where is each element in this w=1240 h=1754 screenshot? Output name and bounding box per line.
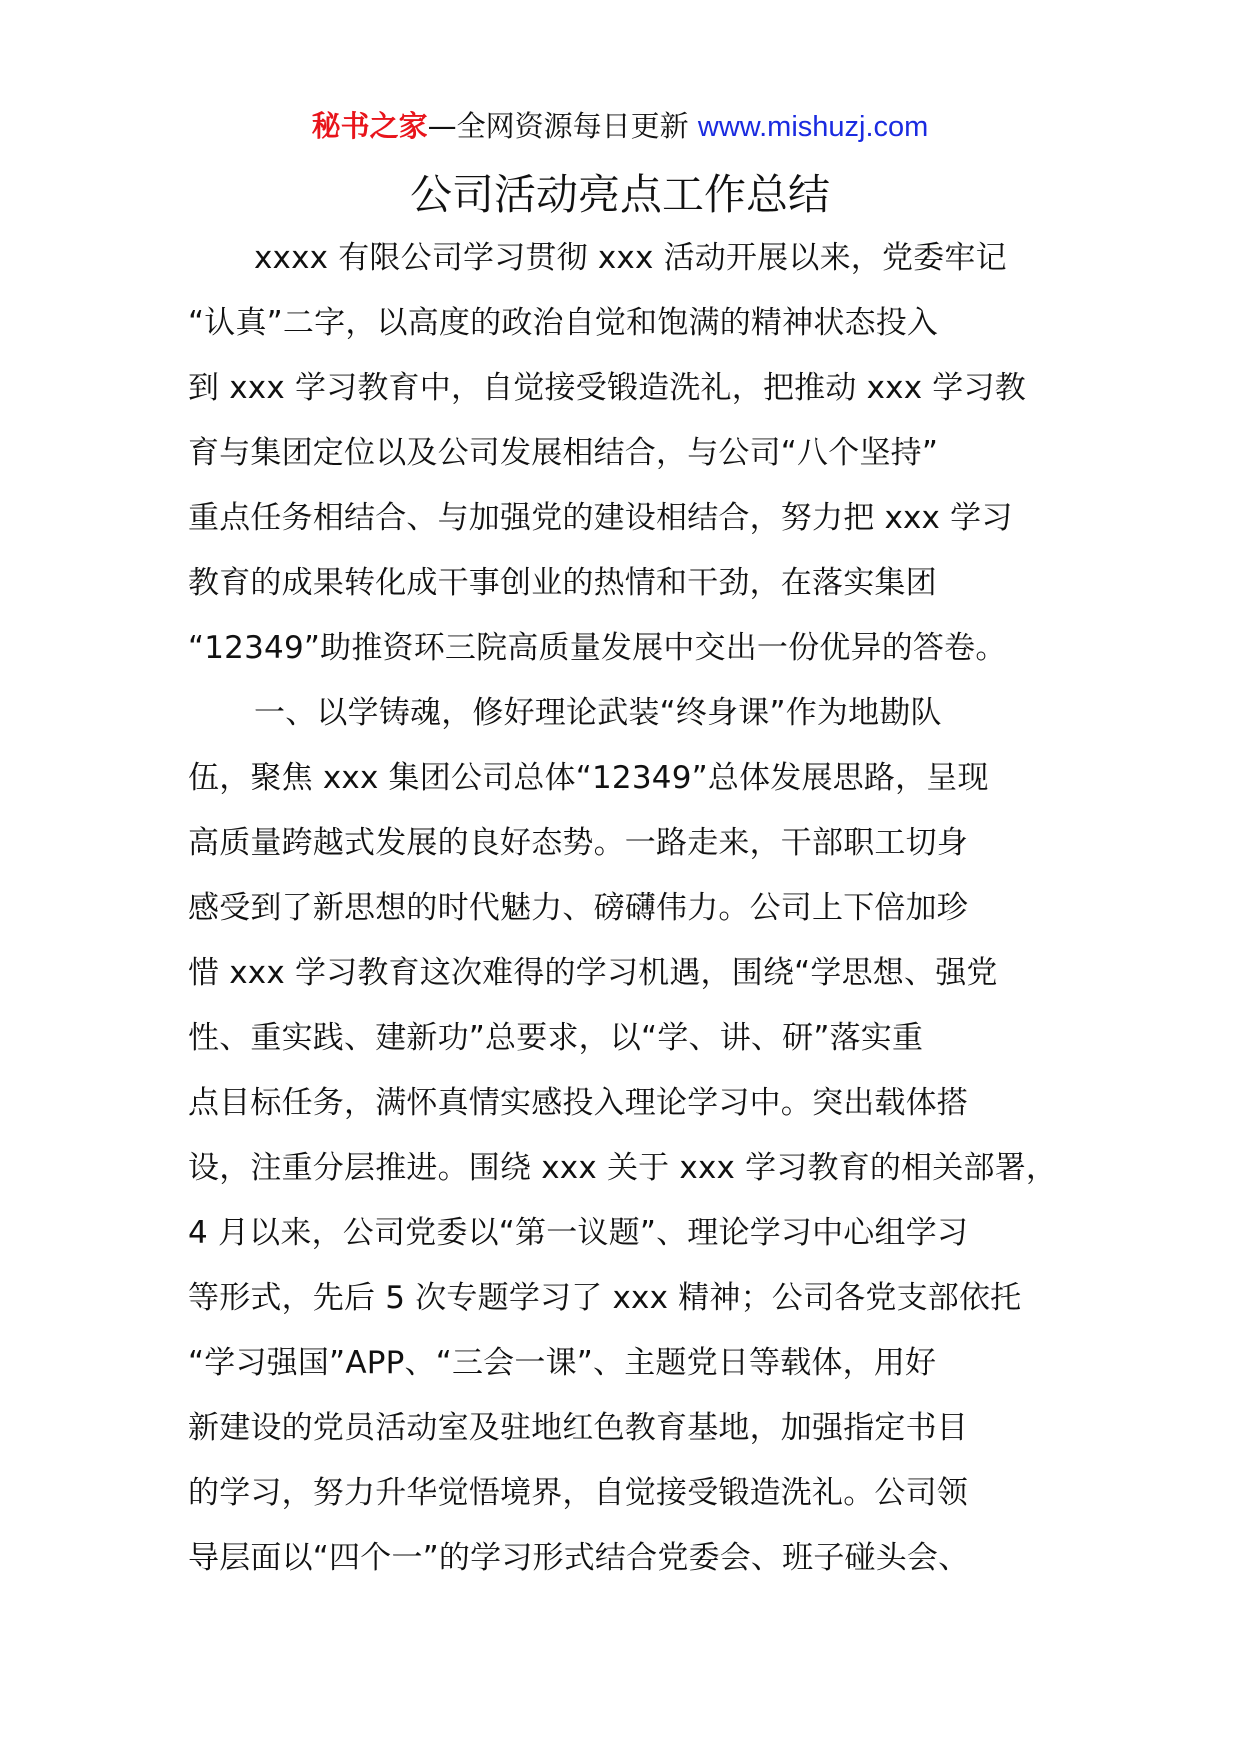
body-line: 新建设的党员活动室及驻地红色教育基地，加强指定书目 xyxy=(188,1410,968,1446)
body-line: 等形式，先后 5 次专题学习了 xxx 精神；公司各党支部依托 xyxy=(188,1280,1022,1316)
body-line: 的学习，努力升华觉悟境界，自觉接受锻造洗礼。公司领 xyxy=(188,1475,968,1511)
body-line: 到 xxx 学习教育中，自觉接受锻造洗礼，把推动 xxx 学习教 xyxy=(188,370,1026,406)
body-line: “学习强国”APP、“三会一课”、主题党日等载体，用好 xyxy=(188,1345,937,1381)
body-line: 重点任务相结合、与加强党的建设相结合，努力把 xxx 学习 xyxy=(188,500,1013,536)
header-tagline: —全网资源每日更新 xyxy=(427,109,698,143)
body-line: 育与集团定位以及公司发展相结合，与公司“八个坚持” xyxy=(188,435,939,471)
body-line: 伍，聚焦 xxx 集团公司总体“12349”总体发展思路，呈现 xyxy=(188,760,989,796)
body-line: 点目标任务，满怀真情实感投入理论学习中。突出载体搭 xyxy=(188,1085,968,1121)
body-line: 4 月以来，公司党委以“第一议题”、理论学习中心组学习 xyxy=(188,1215,969,1251)
body-line: “12349”助推资环三院高质量发展中交出一份优异的答卷。 xyxy=(188,630,1007,666)
body-line: 惜 xxx 学习教育这次难得的学习机遇，围绕“学思想、强党 xyxy=(188,955,998,991)
site-header xyxy=(0,104,1240,149)
site-url-link[interactable]: www.mishuzj.com xyxy=(697,111,929,143)
body-line: 导层面以“四个一”的学习形式结合党委会、班子碰头会、 xyxy=(188,1540,970,1576)
document-body xyxy=(188,226,1068,1591)
body-line: 高质量跨越式发展的良好态势。一路走来，干部职工切身 xyxy=(188,825,968,861)
body-line: xxxx 有限公司学习贯彻 xxx 活动开展以来，党委牢记 xyxy=(254,240,1007,276)
document-title: 公司活动亮点工作总结 xyxy=(409,170,830,219)
body-line: 教育的成果转化成干事创业的热情和干劲，在落实集团 xyxy=(188,565,937,601)
section-heading-line: 一、以学铸魂，修好理论武装“终身课”作为地勘队 xyxy=(254,695,942,731)
body-line: 感受到了新思想的时代魅力、磅礴伟力。公司上下倍加珍 xyxy=(188,890,968,926)
brand-name: 秘书之家 xyxy=(311,109,428,143)
body-line: 性、重实践、建新功”总要求，以“学、讲、研”落实重 xyxy=(188,1020,924,1056)
body-line: 设，注重分层推进。围绕 xxx 关于 xxx 学习教育的相关部署， xyxy=(188,1150,1058,1186)
body-line: “认真”二字，以高度的政治自觉和饱满的精神状态投入 xyxy=(188,305,939,341)
